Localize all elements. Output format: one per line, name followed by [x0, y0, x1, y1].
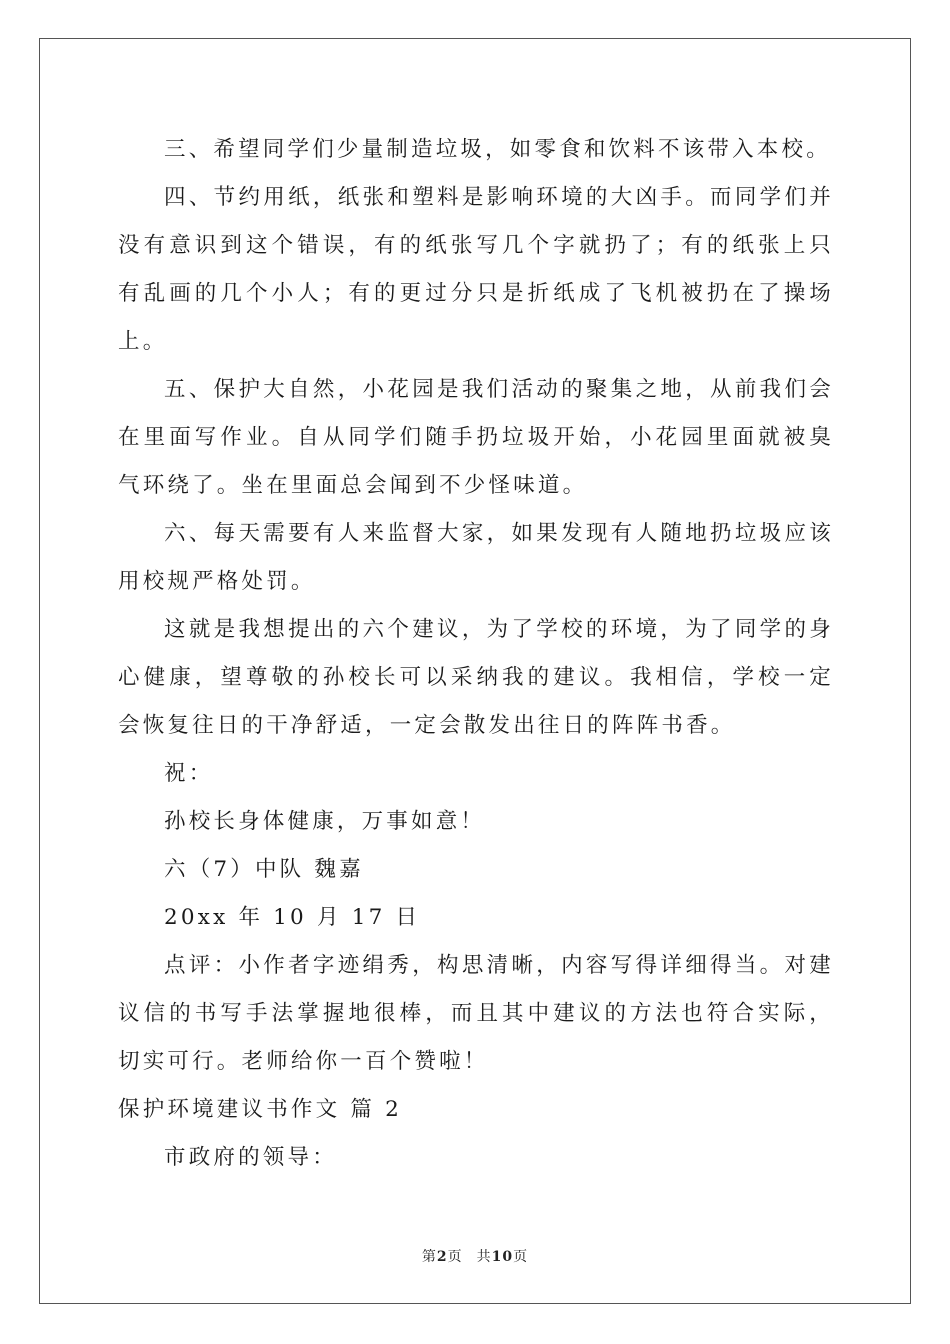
footer-page-total: 10: [491, 1249, 514, 1265]
page-footer: [0, 1246, 950, 1266]
footer-page-current: 2: [436, 1249, 448, 1265]
document-body: [118, 126, 834, 1182]
footer-page-prefix: 第: [421, 1249, 437, 1265]
paragraph-suggestion-3: 三、希望同学们少量制造垃圾，如零食和饮料不该带入本校。: [164, 137, 831, 162]
date-line: 20xx 年 10 月 17 日: [164, 905, 421, 930]
signature: 六（7）中队 魏嘉: [164, 857, 364, 882]
paragraph-suggestion-6: 六、每天需要有人来监督大家，如果发现有人随地扔垃圾应该用校规严格处罚。: [118, 521, 834, 594]
salutation: 市政府的领导：: [164, 1145, 337, 1170]
closing-wish: 祝：: [164, 761, 214, 786]
section-title: 保护环境建议书作文 篇 2: [118, 1097, 402, 1122]
footer-total-unit: 页: [513, 1249, 529, 1265]
paragraph-suggestion-4: 四、节约用纸，纸张和塑料是影响环境的大凶手。而同学们并没有意识到这个错误，有的纸张写几个字就扔了；有的纸张上只有乱画的几个小人；有的更过分只是折纸成了飞机被扔在了操场上。: [118, 185, 834, 354]
closing-blessing: 孙校长身体健康，万事如意！: [164, 809, 486, 834]
footer-page-unit: 页: [447, 1249, 463, 1265]
teacher-comment: 点评：小作者字迹绢秀，构思清晰，内容写得详细得当。对建议信的书写手法掌握地很棒，而且其中建议的方法也符合实际，切实可行。老师给你一百个赞啦！: [118, 953, 834, 1074]
paragraph-suggestion-5: 五、保护大自然，小花园是我们活动的聚集之地，从前我们会在里面写作业。自从同学们随手扔垃圾开始，小花园里面就被臭气环绕了。坐在里面总会闻到不少怪味道。: [118, 377, 834, 498]
paragraph-conclusion: 这就是我想提出的六个建议，为了学校的环境，为了同学的身心健康，望尊敬的孙校长可以采纳我的建议。我相信，学校一定会恢复往日的干净舒适，一定会散发出往日的阵阵书香。: [118, 617, 834, 738]
footer-total-prefix: 共: [476, 1249, 492, 1265]
